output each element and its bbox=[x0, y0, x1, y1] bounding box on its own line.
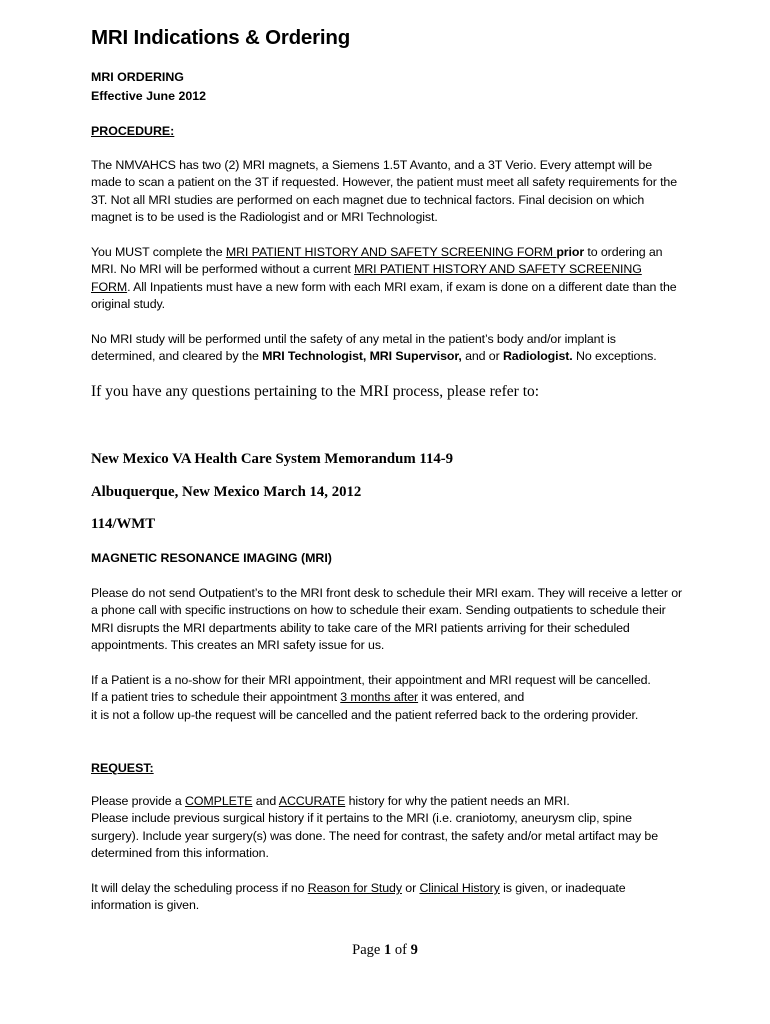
mri-heading: MAGNETIC RESONANCE IMAGING (MRI) bbox=[91, 551, 332, 565]
three-months-after: 3 months after bbox=[340, 690, 419, 705]
memo-location-date: Albuquerque, New Mexico March 14, 2012 bbox=[91, 484, 362, 500]
outpatient-paragraph: Please do not send Outpatient’s to the MRI front desk to schedule their MRI exam. They will receive a letter or a phone call with specific instructions on how to schedule their exam. Sending outpatients to schedule their MRI disrupts the MRI departments ability to take care of the MRI patients arriving for their scheduled appointments. This creates an MRI safety issue for us. bbox=[91, 586, 683, 652]
memo-title: New Mexico VA Health Care System Memorandum 114-9 bbox=[91, 451, 454, 467]
request-heading: REQUEST: bbox=[91, 761, 154, 775]
ordering-heading: MRI ORDERING bbox=[91, 70, 184, 84]
screening-form-reference-2: MRI PATIENT HISTORY AND SAFETY SCREENING FORM bbox=[91, 262, 642, 294]
metal-safety-paragraph: No MRI study will be performed until the safety of any metal in the patient’s body and/or implant is determined, and cleared by the MRI Technologist, MRI Supervisor, and or Radiologist. No exceptions. bbox=[91, 332, 657, 364]
screening-form-paragraph: You MUST complete the MRI PATIENT HISTORY AND SAFETY SCREENING FORM prior to ordering an MRI. No MRI will be performed without a current MRI PATIENT HISTORY AND SAFETY SCREENING FORM. All Inpatients must have a new form with each MRI exam, if exam is done on a different date than the original study. bbox=[91, 245, 677, 311]
magnets-paragraph: The NMVAHCS has two (2) MRI magnets, a Siemens 1.5T Avanto, and a 3T Verio. Every attempt will be made to scan a patient on the 3T if requested. However, the patient must meet all safety requirements for the 3T. Not all MRI studies are performed on each magnet due to technical factors. Final decision on which magnet is to be used is the Radiologist and or MRI Technologist. bbox=[91, 158, 678, 224]
page-number: Page 1 of 9 bbox=[352, 942, 418, 958]
history-paragraph: Please provide a COMPLETE and ACCURATE history for why the patient needs an MRI. Please include previous surgical history if it pertains to the MRI (i.e. craniotomy, aneurysm clip, spine surgery). Include year surgery(s) was done. The need for contrast, the safety and/or metal artifact may be determined from this information. bbox=[91, 794, 658, 860]
memo-code: 114/WMT bbox=[91, 516, 156, 532]
delay-paragraph: It will delay the scheduling process if no Reason for Study or Clinical History is given, or inadequate information is given. bbox=[91, 881, 626, 913]
screening-form-reference: MRI PATIENT HISTORY AND SAFETY SCREENING FORM bbox=[225, 245, 557, 259]
procedure-heading: PROCEDURE: bbox=[91, 124, 175, 138]
page-title: MRI Indications & Ordering bbox=[91, 26, 351, 49]
questions-line: If you have any questions pertaining to the MRI process, please refer to: bbox=[91, 383, 540, 400]
no-show-paragraph: If a Patient is a no-show for their MRI appointment, their appointment and MRI request will be cancelled. If a patient tries to schedule their appointment 3 months after it was entered, and it is not a follow up-the request will be cancelled and the patient referred back to the ordering provider. bbox=[91, 673, 651, 722]
effective-date: Effective June 2012 bbox=[91, 89, 207, 103]
